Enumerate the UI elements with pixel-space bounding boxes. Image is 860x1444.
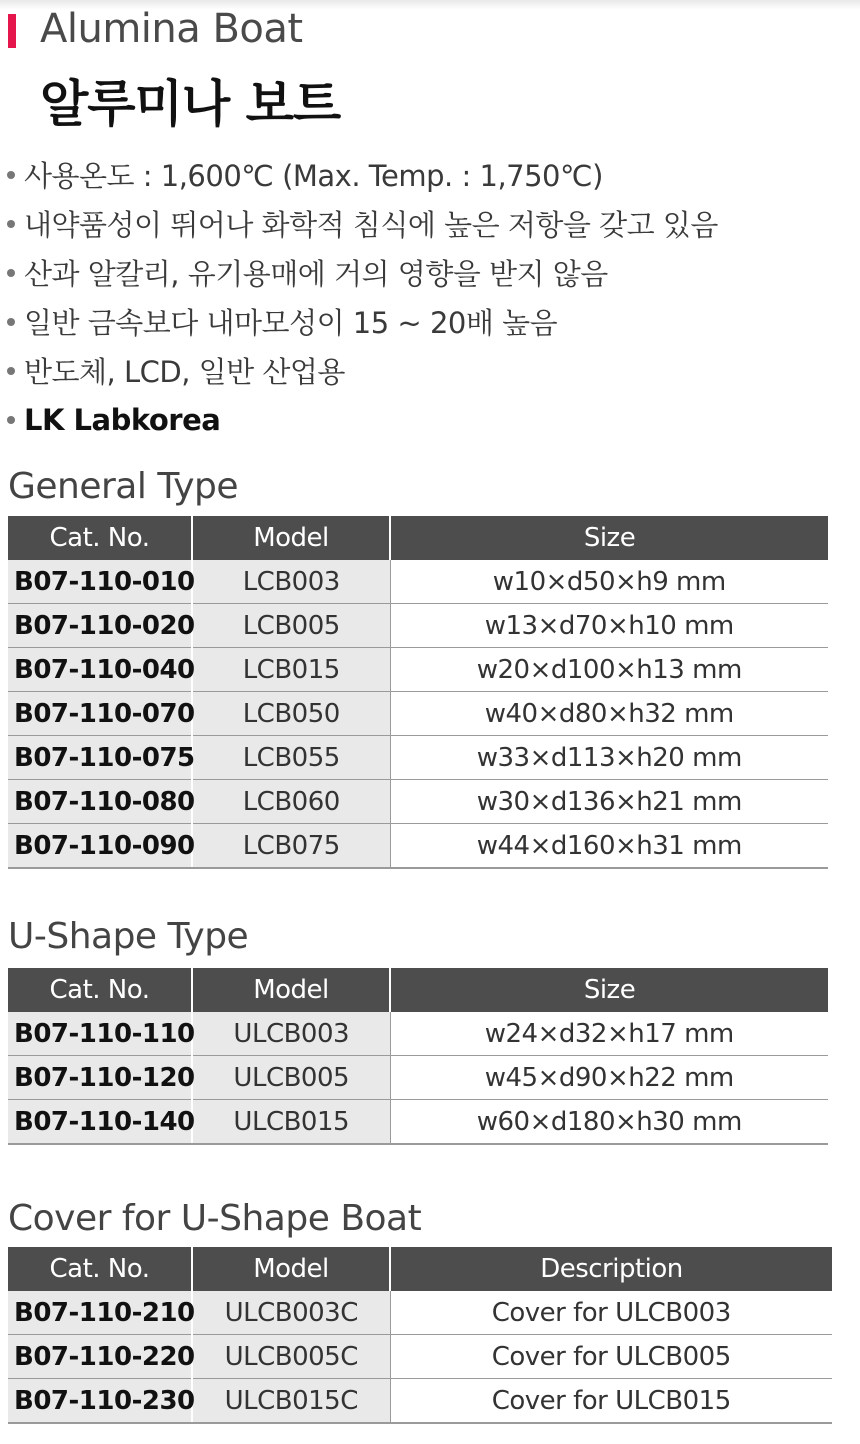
header-cat-no: Cat. No.: [8, 1247, 192, 1291]
title-accent-bar: [8, 14, 16, 48]
size-cell: w44×d160×h31 mm: [390, 824, 828, 869]
size-cell: w40×d80×h32 mm: [390, 692, 828, 736]
cat-no-cell: B07-110-140: [8, 1100, 192, 1145]
bullet-icon: [7, 220, 15, 228]
size-cell: w24×d32×h17 mm: [390, 1012, 828, 1056]
feature-text: 산과 알칼리, 유기용매에 거의 영향을 받지 않음: [24, 257, 608, 291]
header-cat-no: Cat. No.: [8, 516, 192, 560]
header-size: Size: [390, 516, 828, 560]
cat-no-cell: B07-110-070: [8, 692, 192, 736]
cat-no-cell: B07-110-080: [8, 780, 192, 824]
description-cell: Cover for ULCB003: [390, 1291, 832, 1335]
size-cell: w20×d100×h13 mm: [390, 648, 828, 692]
model-cell: ULCB005C: [192, 1335, 390, 1379]
cat-no-cell: B07-110-110: [8, 1012, 192, 1056]
size-cell: w45×d90×h22 mm: [390, 1056, 828, 1100]
section-title-ushape: U-Shape Type: [8, 916, 249, 957]
table-header-row: [8, 516, 828, 560]
table-row: [8, 1335, 832, 1379]
description-cell: Cover for ULCB005: [390, 1335, 832, 1379]
bullet-icon: [7, 269, 15, 277]
table-row: [8, 604, 828, 648]
size-cell: w60×d180×h30 mm: [390, 1100, 828, 1145]
header-model: Model: [192, 516, 390, 560]
model-cell: LCB050: [192, 692, 390, 736]
feature-text: LK Labkorea: [24, 402, 221, 437]
table-row: [8, 1379, 832, 1424]
section-title-general: General Type: [8, 466, 239, 507]
cat-no-cell: B07-110-040: [8, 648, 192, 692]
table-row: [8, 560, 828, 604]
table-row: [8, 1012, 828, 1056]
cat-no-cell: B07-110-075: [8, 736, 192, 780]
ushape-type-table: [8, 968, 828, 1145]
size-cell: w33×d113×h20 mm: [390, 736, 828, 780]
cat-no-cell: B07-110-230: [8, 1379, 192, 1424]
feature-item: [0, 297, 718, 346]
cat-no-cell: B07-110-120: [8, 1056, 192, 1100]
title-english: Alumina Boat: [40, 6, 303, 52]
table-row: [8, 1291, 832, 1335]
model-cell: ULCB015C: [192, 1379, 390, 1424]
model-cell: ULCB005: [192, 1056, 390, 1100]
feature-text: 사용온도 : 1,600℃ (Max. Temp. : 1,750℃): [24, 159, 603, 193]
cover-table: [8, 1247, 832, 1424]
model-cell: ULCB003C: [192, 1291, 390, 1335]
table-header-row: [8, 1247, 832, 1291]
model-cell: LCB005: [192, 604, 390, 648]
model-cell: LCB060: [192, 780, 390, 824]
model-cell: LCB015: [192, 648, 390, 692]
model-cell: LCB075: [192, 824, 390, 869]
description-cell: Cover for ULCB015: [390, 1379, 832, 1424]
table-row: [8, 780, 828, 824]
size-cell: w10×d50×h9 mm: [390, 560, 828, 604]
header-cat-no: Cat. No.: [8, 968, 192, 1012]
cat-no-cell: B07-110-020: [8, 604, 192, 648]
bullet-icon: [7, 367, 15, 375]
table-row: [8, 1056, 828, 1100]
bullet-icon: [7, 171, 15, 179]
table-row: [8, 824, 828, 869]
title-korean: 알루미나 보트: [40, 75, 341, 133]
table-row: [8, 1100, 828, 1145]
feature-item: [0, 150, 718, 199]
cat-no-cell: B07-110-010: [8, 560, 192, 604]
header-description: Description: [390, 1247, 832, 1291]
general-type-table: [8, 516, 828, 869]
table-row: [8, 692, 828, 736]
feature-text: 내약품성이 뛰어나 화학적 침식에 높은 저항을 갖고 있음: [24, 208, 718, 242]
feature-item: [0, 248, 718, 297]
model-cell: LCB055: [192, 736, 390, 780]
size-cell: w30×d136×h21 mm: [390, 780, 828, 824]
feature-item-brand: [0, 395, 718, 444]
cat-no-cell: B07-110-220: [8, 1335, 192, 1379]
feature-text: 일반 금속보다 내마모성이 15 ~ 20배 높음: [24, 306, 558, 340]
feature-item: [0, 346, 718, 395]
header-size: Size: [390, 968, 828, 1012]
size-cell: w13×d70×h10 mm: [390, 604, 828, 648]
cat-no-cell: B07-110-090: [8, 824, 192, 869]
model-cell: ULCB015: [192, 1100, 390, 1145]
model-cell: LCB003: [192, 560, 390, 604]
bullet-icon: [7, 318, 15, 326]
model-cell: ULCB003: [192, 1012, 390, 1056]
section-title-cover: Cover for U-Shape Boat: [8, 1198, 422, 1239]
table-row: [8, 648, 828, 692]
header-model: Model: [192, 1247, 390, 1291]
feature-text: 반도체, LCD, 일반 산업용: [24, 355, 345, 389]
feature-item: [0, 199, 718, 248]
cat-no-cell: B07-110-210: [8, 1291, 192, 1335]
table-header-row: [8, 968, 828, 1012]
bullet-icon: [7, 416, 15, 424]
header-model: Model: [192, 968, 390, 1012]
table-row: [8, 736, 828, 780]
feature-list: [0, 150, 718, 444]
